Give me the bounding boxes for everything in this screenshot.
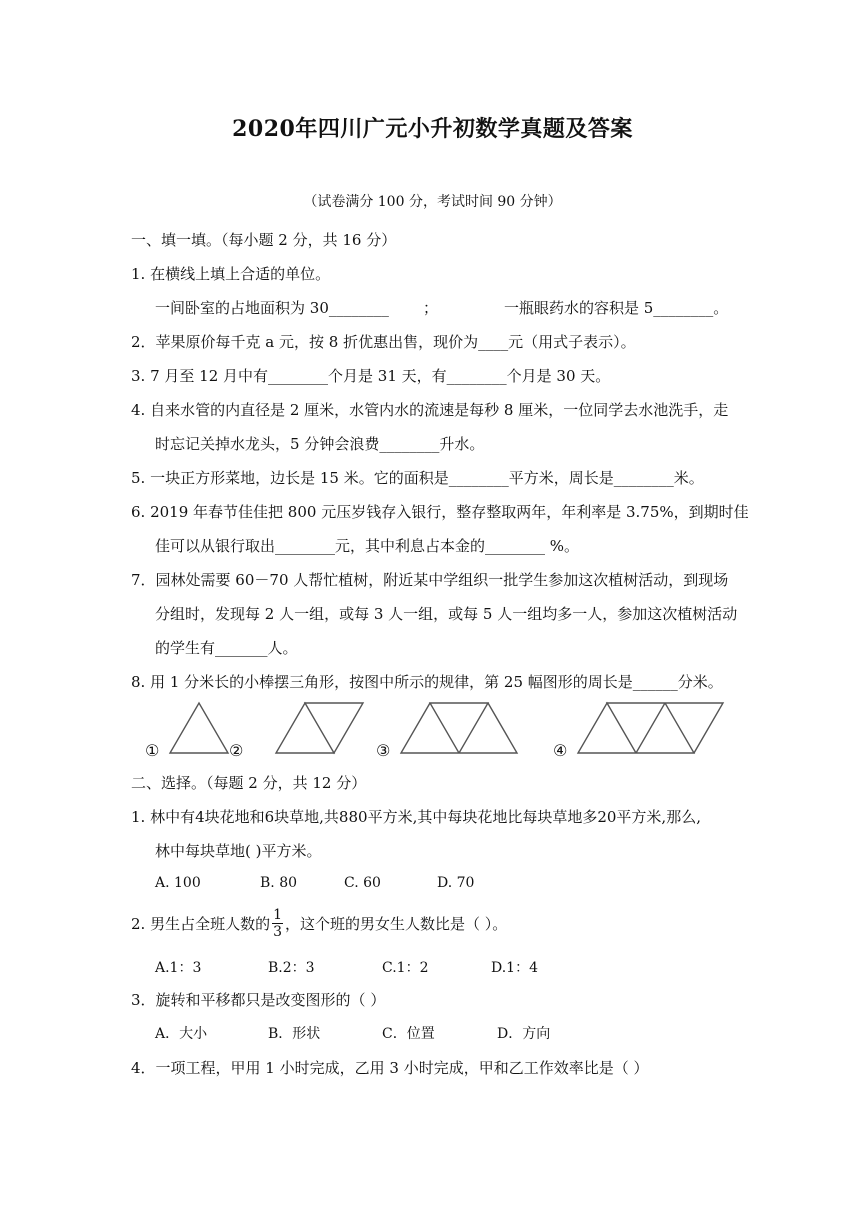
exam-note: （试卷满分 100 分，考试时间 90 分钟） xyxy=(303,194,562,210)
s2-q1-option-d: D. 70 xyxy=(437,875,475,891)
s1-q1-line1: 1. 在横线上填上合适的单位。 xyxy=(131,265,331,283)
section1-heading: 一、填一填。（每小题 2 分，共 16 分） xyxy=(131,231,397,249)
s1-q1-separator: ； xyxy=(423,299,439,317)
s1-q6-line2: 佳可以从银行取出________元，其中利息占本金的________ %。 xyxy=(155,537,580,555)
s1-q7-line2: 分组时，发现每 2 人一组，或每 3 人一组，或每 5 人一组均多一人，参加这次植树活动 xyxy=(155,605,738,623)
fraction-denominator: 3 xyxy=(273,923,283,940)
figure-label-3: ③ xyxy=(376,741,391,760)
page-title: 2020年四川广元小升初数学真题及答案 xyxy=(232,116,633,142)
s1-q4-line2: 时忘记关掉水龙头，5 分钟会浪费________升水。 xyxy=(155,435,485,453)
s2-q3-option-d: D．方向 xyxy=(497,1026,551,1042)
figure-4-triangles xyxy=(578,703,723,753)
s2-q3-option-a: A．大小 xyxy=(155,1026,208,1042)
s1-q7-line1: 7．园林处需要 60－70 人帮忙植树，附近某中学组织一批学生参加这次植树活动，到现场 xyxy=(131,571,729,589)
s2-q2-suffix: ，这个班的男女生人数比是（ ）。 xyxy=(285,914,508,933)
s2-q2 xyxy=(131,903,507,943)
s2-q1-option-b: B. 80 xyxy=(260,875,298,891)
s2-q1-line2: 林中每块草地( )平方米。 xyxy=(155,842,322,860)
figure-1-triangle xyxy=(170,703,228,753)
s2-q1-option-c: C. 60 xyxy=(344,875,381,891)
s1-q5: 5. 一块正方形菜地，边长是 15 米。它的面积是________平方米，周长是________米。 xyxy=(131,469,704,487)
s1-q6-line1: 6. 2019 年春节佳佳把 800 元压岁钱存入银行，整存整取两年，年利率是 3.75%，到期时佳 xyxy=(131,503,749,521)
s1-q8: 8. 用 1 分米长的小棒摆三角形，按图中所示的规律，第 25 幅图形的周长是______分米。 xyxy=(131,673,723,691)
s1-q1-part-b: 一瓶眼药水的容积是 5________。 xyxy=(504,299,729,317)
section2-heading: 二、选择。（每题 2 分，共 12 分） xyxy=(131,774,367,792)
figure-2-triangles xyxy=(276,703,363,753)
s2-q2-option-a: A.1：3 xyxy=(155,960,202,976)
s2-q2-option-c: C.1：2 xyxy=(382,960,429,976)
s1-q4-line1: 4. 自来水管的内直径是 2 厘米，水管内水的流速是每秒 8 厘米，一位同学去水池洗手，走 xyxy=(131,401,729,419)
s1-q2: 2．苹果原价每千克 a 元，按 8 折优惠出售，现价为____元（用式子表示）。 xyxy=(131,333,636,351)
s2-q1-option-a: A. 100 xyxy=(155,875,201,891)
s1-q7-line3: 的学生有_______人。 xyxy=(155,639,298,657)
s2-q2-prefix: 2. 男生占全班人数的 xyxy=(131,914,271,933)
figure-label-2: ② xyxy=(229,741,244,760)
figure-label-1: ① xyxy=(145,741,160,760)
s2-q1-line1: 1. 林中有4块花地和6块草地,共880平方米,其中每块花地比每块草地多20平方米,那么, xyxy=(131,808,701,826)
s2-q4: 4．一项工程，甲用 1 小时完成，乙用 3 小时完成，甲和乙工作效率比是（ ） xyxy=(131,1059,649,1077)
s2-q3-option-b: B．形状 xyxy=(268,1026,321,1042)
s1-q1-part-a: 一间卧室的占地面积为 30________ xyxy=(155,299,389,317)
fraction-one-third xyxy=(272,907,283,940)
s2-q3-option-c: C．位置 xyxy=(382,1026,435,1042)
s2-q2-option-b: B.2：3 xyxy=(268,960,315,976)
figure-3-triangles xyxy=(401,703,517,753)
s1-q3: 3. 7 月至 12 月中有________个月是 31 天，有________个月是 30 天。 xyxy=(131,367,611,385)
triangle-pattern-figure xyxy=(0,690,865,770)
figure-label-4: ④ xyxy=(553,741,568,760)
s2-q2-option-d: D.1：4 xyxy=(491,960,538,976)
fraction-numerator: 1 xyxy=(273,906,283,923)
s2-q3: 3．旋转和平移都只是改变图形的（ ） xyxy=(131,991,386,1009)
